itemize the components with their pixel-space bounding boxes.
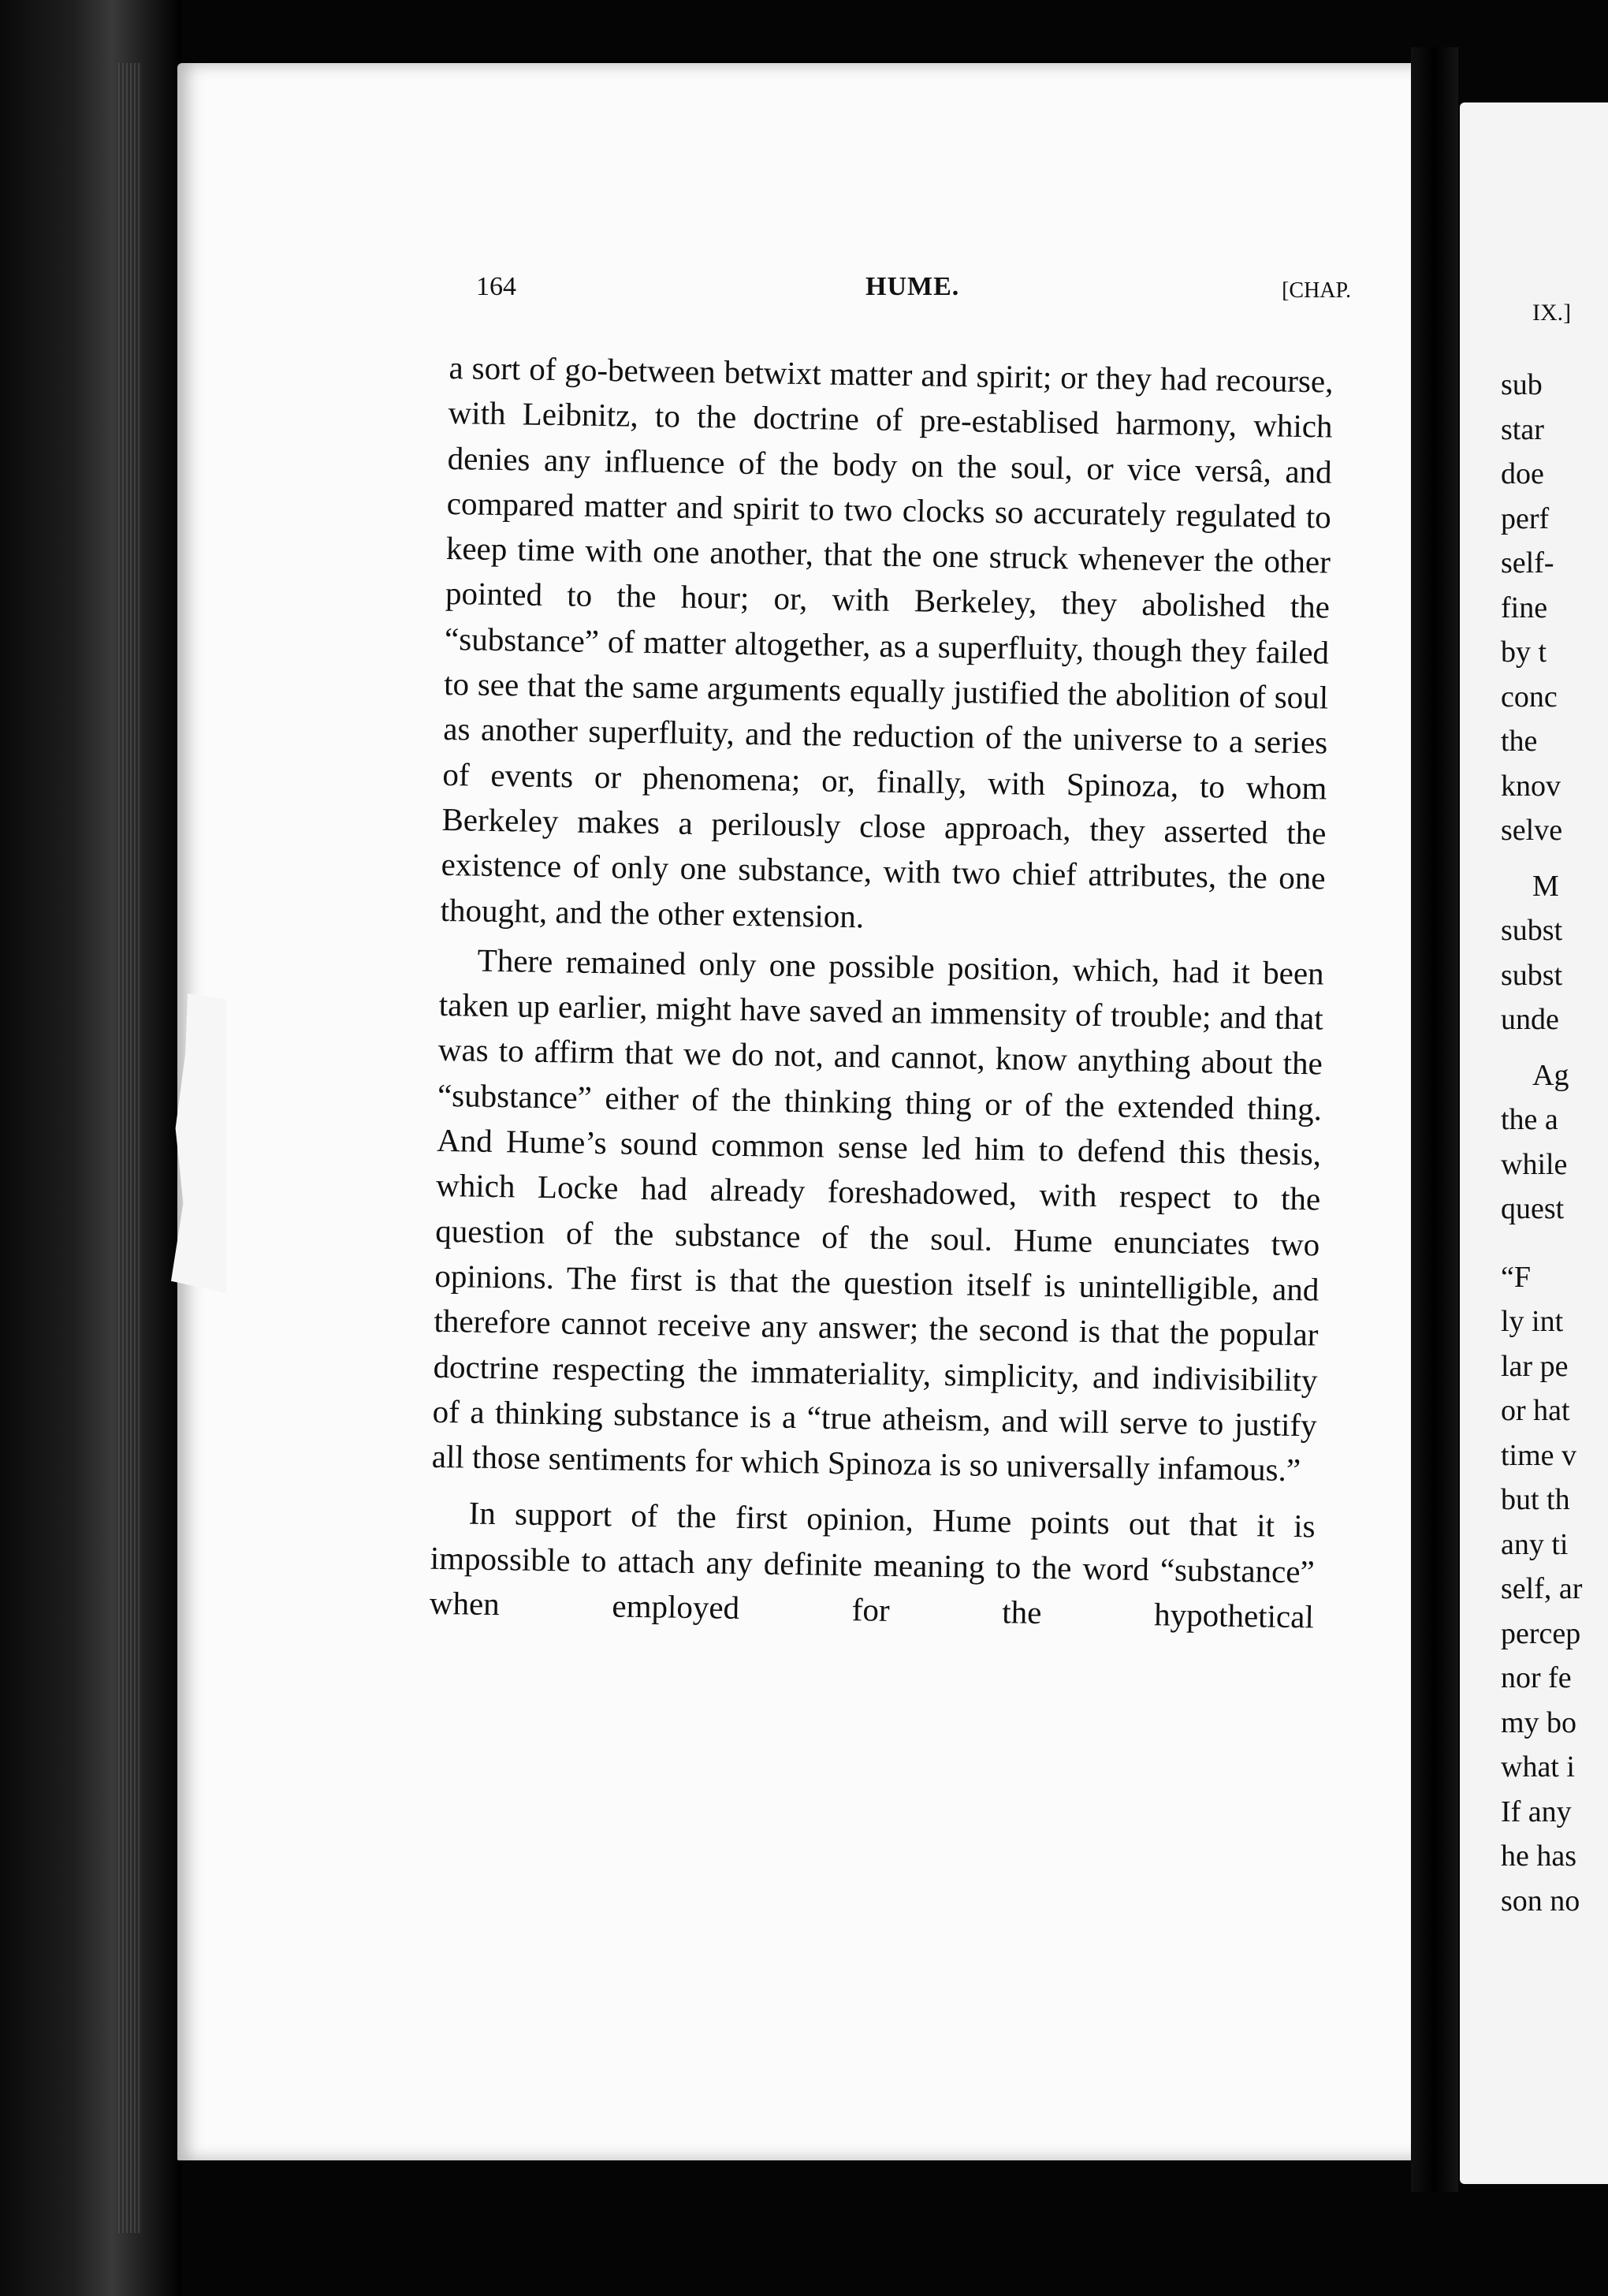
right-line-fragment: he has [1501,1839,1577,1873]
right-line-fragment: sub [1501,368,1543,401]
right-chapter-marker: IX.] [1532,300,1572,326]
chapter-marker: [CHAP. [1282,278,1351,303]
right-line-fragment: If any [1501,1795,1572,1828]
torn-margin [171,993,226,1293]
right-line-fragment: fine [1501,591,1548,624]
running-head: HUME. [865,272,960,301]
right-line-fragment: ly int [1501,1305,1564,1338]
right-line-fragment: by t [1501,636,1547,669]
paragraph: a sort of go-between betwixt matter and spirit; or they had recourse, with Leibnitz, to the doctrine of pre-establised harmony, which denies any influence of the body on the soul, or vice versâ, and compared matter and spirit to two clocks so accurately regulated to keep time with one another, that the one struck whenever the other pointed to the hour; or, with Berkeley, they abolished the “substance” of matter altogether, as a superfluity, though they failed to see that the same arguments equally justified the abolition of soul as another superfluity, and the reduction of the universe to a series of events or phenomena; or, finally, with Spinoza, to whom Berkeley makes a perilously close approach, they asserted the existence of only one substance, with two chief attributes, the one thought, and the other extension. [440,348,1334,934]
right-line-fragment: my bo [1501,1705,1577,1739]
paragraph: There remained only one possible position, which, had it been taken up earlier, might have saved an immensity of trouble; and that was to affirm that we do not, and cannot, know anything about the “substance” either of the thinking thing or of the extended thing. And Hume’s sound common sense led him to defend this thesis, which Locke had already foreshadowed, with respect to the question of the substance of the soul. Hume enunciates two opinions. The first is that the question itself is unintelligible, and therefore cannot receive any answer; the second is that the popular doctrine respecting the immateriality, simplicity, and indivisibility of a thinking substance is a “true atheism, and will serve to justify all those sentiments for which Spinoza is so universally infamous.” [431,941,1324,1489]
right-line-fragment: subst [1501,914,1563,947]
page-header [476,272,1351,311]
right-line-fragment: any ti [1501,1527,1569,1561]
right-line-fragment: but th [1501,1483,1570,1516]
right-line-fragment: what i [1501,1750,1575,1784]
paragraph: In support of the first opinion, Hume points out that it is impossible to attach any definite meaning to the word “substance” when employed for the hypothetical [429,1494,1316,1635]
right-line-fragment: perf [1501,501,1550,535]
right-page-text [1501,363,1582,1923]
right-line-fragment: knov [1501,769,1561,803]
page-stack-edge [118,63,142,2233]
right-line-fragment: M [1532,869,1559,903]
right-line-fragment: “F [1501,1260,1531,1294]
book-gutter [1411,47,1458,2192]
book-spine-edge [0,0,181,2296]
right-line-fragment: the a [1501,1103,1558,1136]
right-page [1460,102,1608,2184]
right-line-fragment: while [1501,1147,1568,1181]
right-line-fragment: quest [1501,1192,1565,1225]
right-line-fragment: son no [1501,1884,1580,1918]
right-line-fragment: star [1501,412,1544,446]
right-line-fragment: conc [1501,680,1558,714]
body-text [429,345,1333,1640]
right-line-fragment: subst [1501,958,1563,992]
right-line-fragment: doe [1501,457,1544,490]
right-line-fragment: self, ar [1501,1572,1583,1605]
right-line-fragment: or hat [1501,1394,1570,1427]
right-line-fragment: self- [1501,546,1554,580]
right-line-fragment: Ag [1532,1058,1569,1092]
right-line-fragment: nor fe [1501,1661,1572,1694]
right-line-fragment: percep [1501,1616,1581,1650]
right-line-fragment: time v [1501,1438,1577,1472]
page-number: 164 [476,272,516,301]
right-line-fragment: the [1501,725,1538,758]
right-line-fragment: lar pe [1501,1349,1569,1383]
right-line-fragment: selve [1501,814,1563,847]
right-line-fragment: unde [1501,1003,1559,1036]
